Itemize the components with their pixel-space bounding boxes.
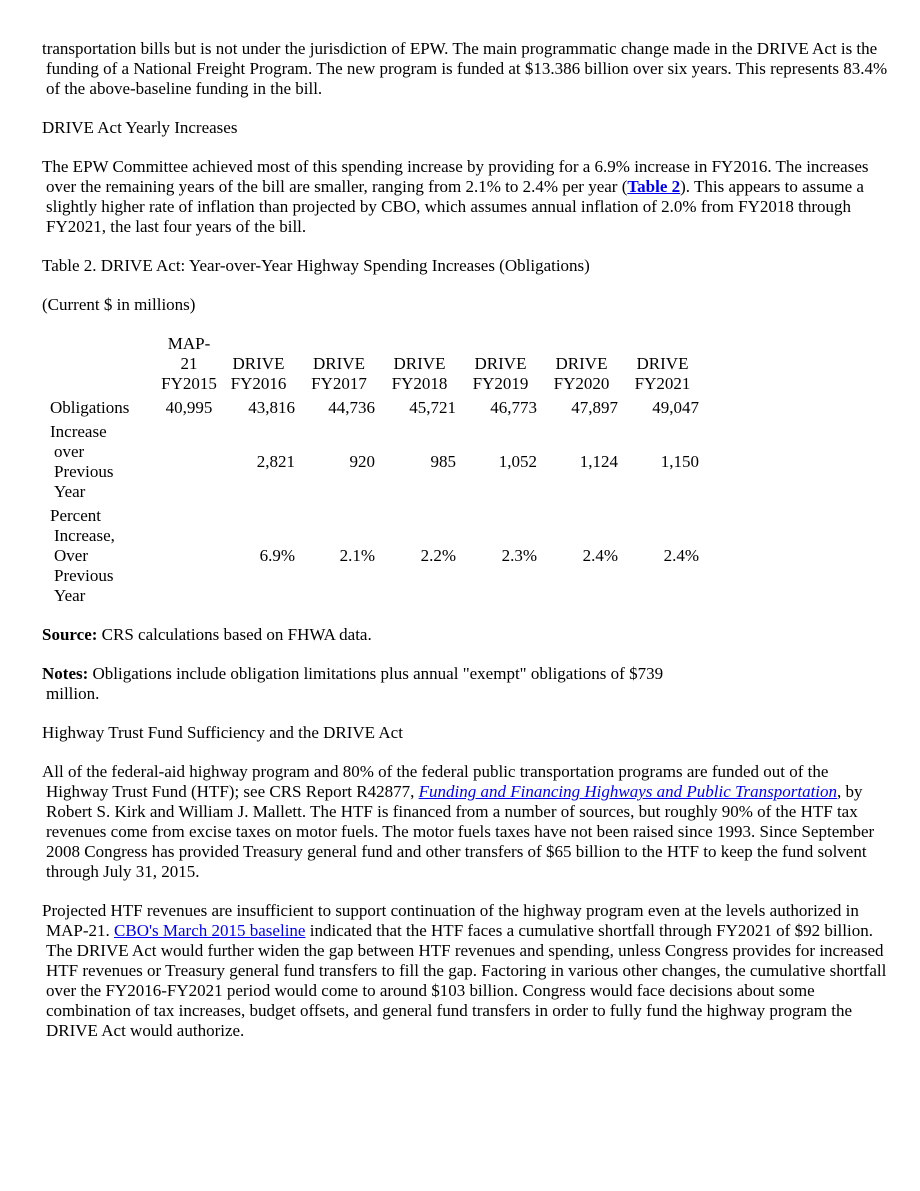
table-cell: 2.1% (339, 546, 375, 565)
para-text: indicated that the HTF faces a cumulative shortfall through FY2021 of $92 billion. The DRIVE Act would further widen the gap between HTF revenues and spending, unless Congress provides for increased HTF revenues or Treasury general fund transfers to fill the gap. Factoring in various other changes, the cumulative shortfall over the FY2016-FY2021 period would come to around $103 billion. Congress would face decisions about some combination of tax increases, budget offsets, and general fund transfers in order to fully fund the highway program the DRIVE Act would authorize. (46, 921, 887, 1040)
table-cell: 1,052 (498, 452, 537, 471)
para-text: Projected HTF revenues are insufficient to support continuation of the highway program even at the levels authorized in MAP-21. (42, 901, 859, 940)
spending-increases-table (46, 334, 703, 608)
table-cell: 43,816 (248, 398, 295, 417)
table-row-percent-increase (46, 504, 703, 608)
column-header: MAP- 21 FY2015 (161, 334, 217, 393)
table-cell: 1,150 (660, 452, 699, 471)
notes-text: Obligations include obligation limitations plus annual "exempt" obligations of $739 million. (46, 664, 664, 703)
htf-paragraph-1 (42, 762, 892, 882)
column-header: DRIVE FY2017 (311, 354, 367, 393)
para-text: , by Robert S. Kirk and William J. Mallett. The HTF is financed from a number of sources, but roughly 90% of the HTF tax revenues come from excise taxes on motor fuels. The motor fuels taxes have not been raised since 1993. Since September 2008 Congress has provided Treasury general fund and other transfers of $65 billion to the HTF to keep the fund solvent through July 31, 2015. (46, 782, 875, 881)
table-cell: 40,995 (165, 398, 213, 417)
table-source (42, 625, 892, 645)
table-cell (160, 420, 218, 504)
intro-paragraph: transportation bills but is not under the jurisdiction of EPW. The main programmatic change made in the DRIVE Act is the funding of a National Freight Program. The new program is funded at $13.386 billion over six years. This represents 83.4% of the above-baseline funding in the bill. (42, 39, 888, 98)
crs-report-link[interactable]: Funding and Financing Highways and Public Transportation (418, 782, 838, 801)
column-header: DRIVE FY2016 (230, 354, 287, 393)
table-units: (Current $ in millions) (42, 295, 196, 314)
row-label: Increase over Previous Year (50, 422, 114, 501)
source-text: CRS calculations based on FHWA data. (97, 625, 372, 644)
table-cell: 2.4% (582, 546, 618, 565)
table-cell: 2.2% (420, 546, 456, 565)
table-notes (42, 664, 668, 704)
column-header: DRIVE FY2020 (553, 354, 610, 393)
table-header-row (46, 334, 703, 396)
column-header: DRIVE FY2021 (634, 354, 691, 393)
column-header: DRIVE FY2019 (472, 354, 529, 393)
table-cell: 47,897 (571, 398, 618, 417)
table-cell: 45,721 (409, 398, 456, 417)
para-text: The EPW Committee achieved most of this spending increase by providing for a 6.9% increase in FY2016. The increases over the remaining years of the bill are smaller, ranging from 2.1% to 2.4% per year ( (42, 157, 869, 196)
table-cell: 46,773 (490, 398, 537, 417)
table-cell: 985 (430, 452, 456, 471)
table-cell: 1,124 (579, 452, 618, 471)
column-header: DRIVE FY2018 (391, 354, 448, 393)
table-cell: 920 (349, 452, 375, 471)
notes-label: Notes: (42, 664, 89, 683)
table-row-obligations (46, 396, 703, 420)
source-label: Source: (42, 625, 98, 644)
table-2-link[interactable]: Table 2 (627, 177, 681, 196)
table-cell: 2,821 (256, 452, 295, 471)
table-cell: 49,047 (652, 398, 699, 417)
table-cell (160, 504, 218, 608)
row-label: Percent Increase, Over Previous Year (50, 506, 115, 605)
table-caption: Table 2. DRIVE Act: Year-over-Year Highway Spending Increases (Obligations) (42, 256, 590, 275)
table-cell: 2.3% (501, 546, 537, 565)
row-label-header (46, 334, 160, 396)
para-text: ). This appears to assume a slightly higher rate of inflation than projected by CBO, which assumes annual inflation of 2.0% from FY2018 through FY2021, the last four years of the bill. (46, 177, 864, 236)
section-heading-yearly-increases: DRIVE Act Yearly Increases (42, 118, 238, 137)
document-page (42, 39, 892, 1060)
cbo-baseline-link[interactable]: CBO's March 2015 baseline (114, 921, 306, 940)
table-cell: 6.9% (259, 546, 295, 565)
row-label: Obligations (50, 398, 130, 417)
table-row-increase (46, 420, 703, 504)
table-cell: 2.4% (663, 546, 699, 565)
para-text: All of the federal-aid highway program and 80% of the federal public transportation programs are funded out of the Highway Trust Fund (HTF); see CRS Report R42877, (42, 762, 829, 801)
section-heading-htf-sufficiency: Highway Trust Fund Sufficiency and the DRIVE Act (42, 723, 403, 742)
table-cell: 44,736 (328, 398, 375, 417)
htf-paragraph-2 (42, 901, 892, 1041)
yearly-increases-paragraph (42, 157, 892, 237)
